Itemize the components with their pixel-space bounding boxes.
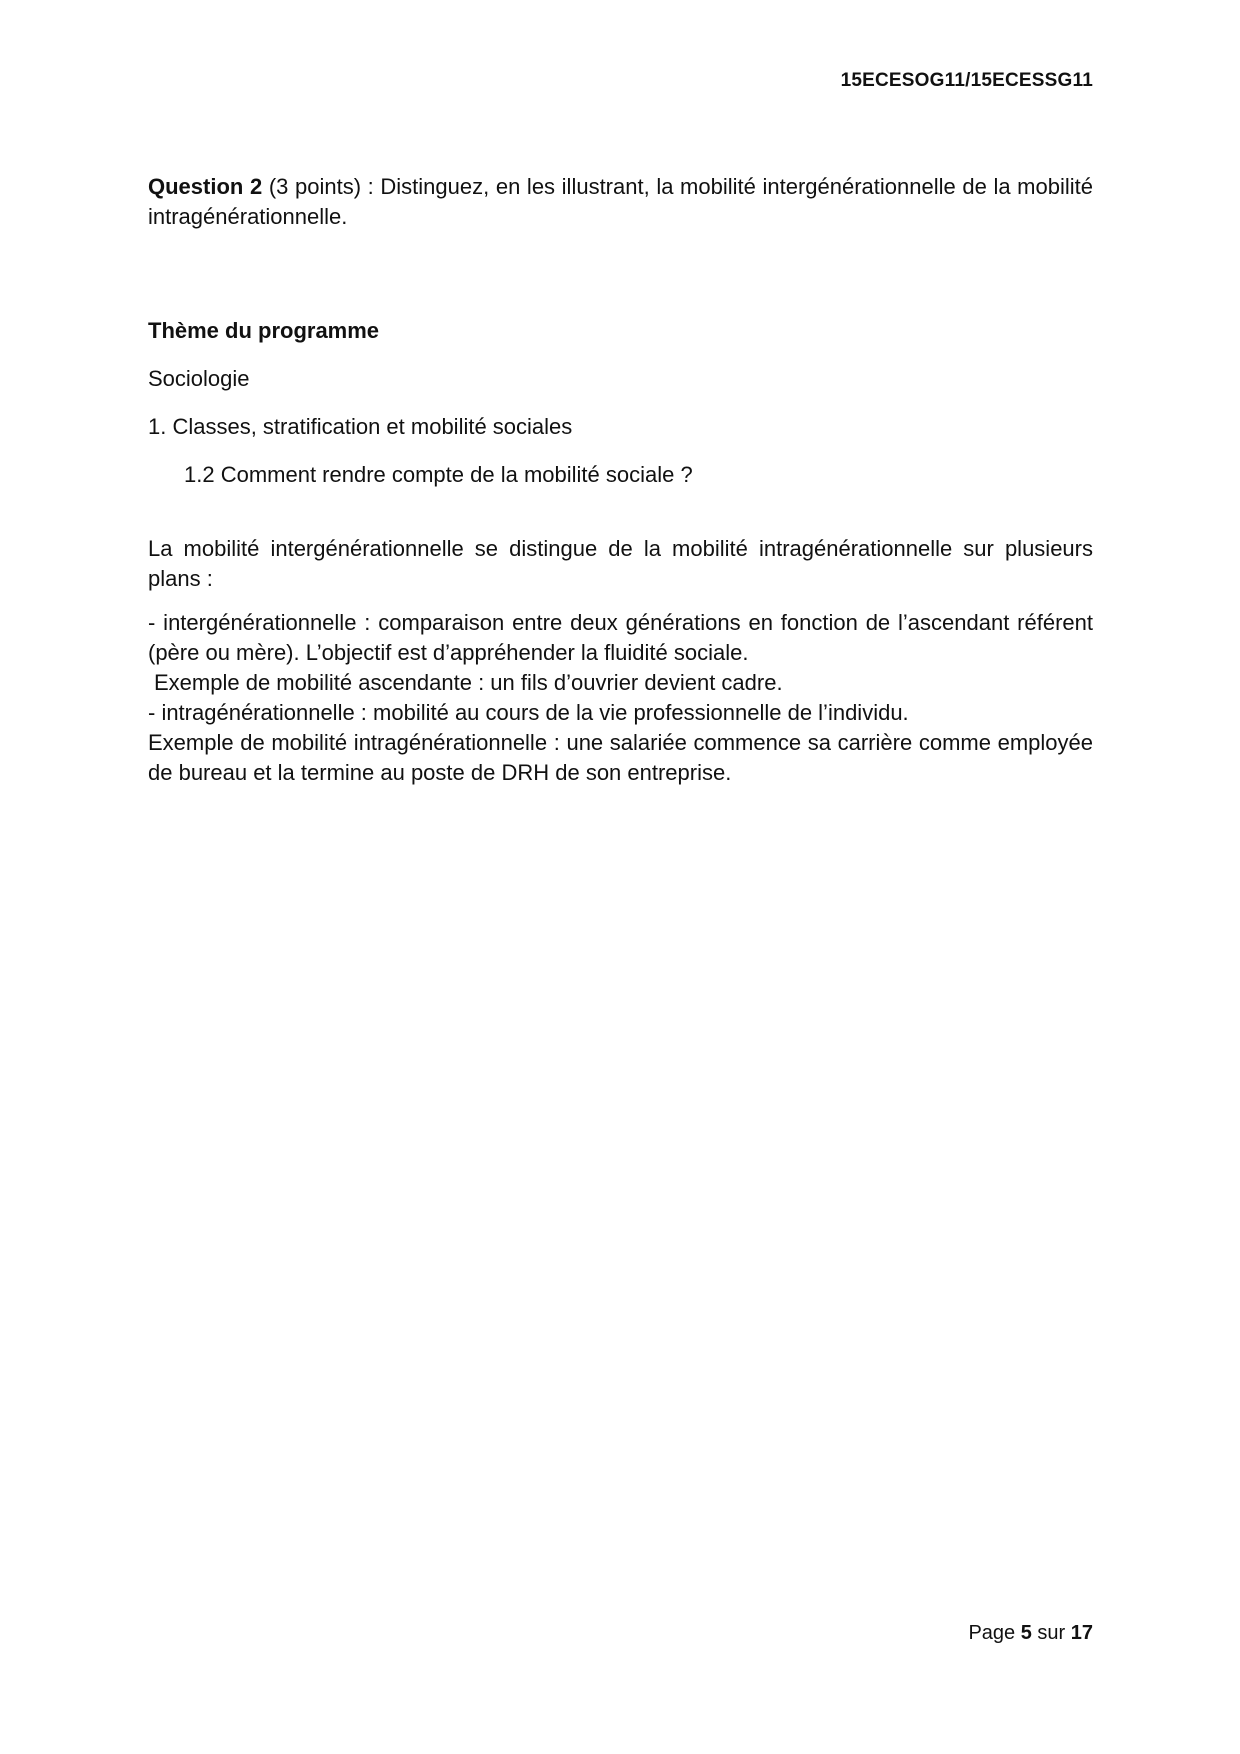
answer-line-example-intragenerational: Exemple de mobilité intragénérationnelle : une salariée commence sa carrière comme employée de bureau et la termine au poste de DRH de son entreprise. [148,730,1093,785]
page-total: 17 [1070,1622,1093,1644]
answer-line-intragenerational: - intragénérationnelle : mobilité au cours de la vie professionnelle de l’individu. [148,700,909,725]
page-prefix: Page [968,1622,1021,1644]
page-number [968,1622,1093,1645]
answer-body [148,608,1093,788]
page-content [148,172,1093,788]
page-current: 5 [1020,1622,1032,1644]
question-label: Question 2 [148,174,263,199]
document-code: 15ECESOG11/15ECESSG11 [840,70,1093,91]
answer-line-example-ascending: Exemple de mobilité ascendante : un fils d’ouvrier devient cadre. [154,670,783,695]
question-paragraph [148,172,1093,232]
theme-subsection: 1.2 Comment rendre compte de la mobilité sociale ? [184,462,693,487]
theme-section: 1. Classes, stratification et mobilité sociales [148,414,573,439]
page-separator: sur [1031,1622,1071,1644]
question-points: (3 points) [268,174,362,199]
answer-intro: La mobilité intergénérationnelle se distingue de la mobilité intragénérationnelle sur plusieurs plans : [148,536,1093,591]
theme-heading: Thème du programme [148,318,380,343]
answer-line-intergenerational: - intergénérationnelle : comparaison entre deux générations en fonction de l’ascendant référent (père ou mère). L’objectif est d’appréhender la fluidité sociale. [148,610,1093,665]
question-text: : Distinguez, en les illustrant, la mobilité intergénérationnelle de la mobilité intragénérationnelle. [148,174,1093,229]
theme-subject: Sociologie [148,366,250,391]
